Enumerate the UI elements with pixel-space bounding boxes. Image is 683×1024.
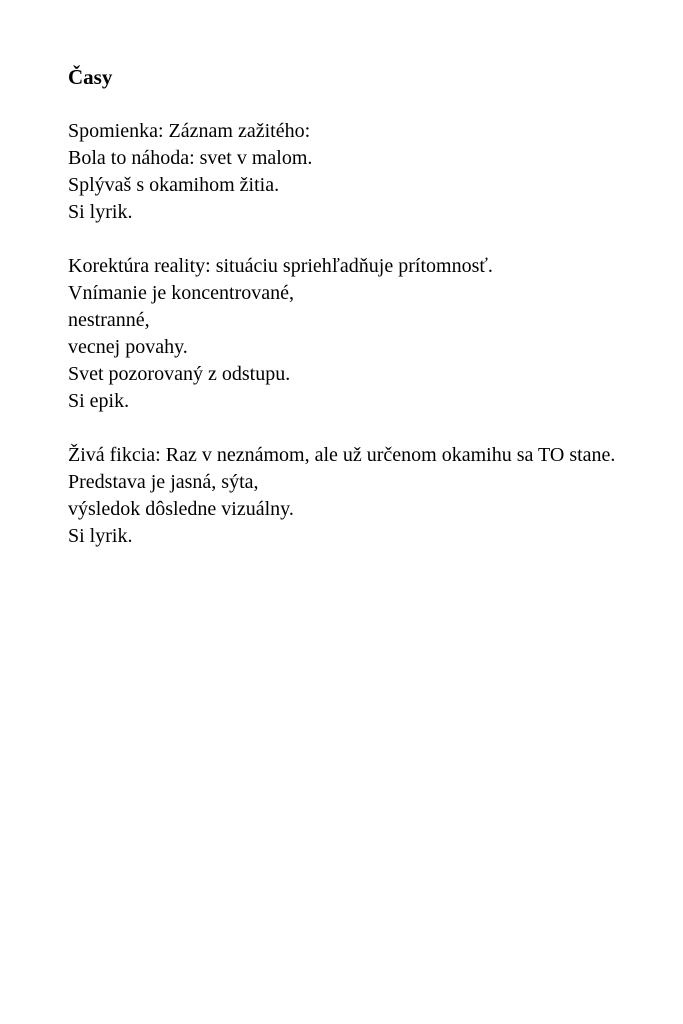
poem-line: Predstava je jasná, sýta, xyxy=(68,471,259,493)
poem-line: Korektúra reality: situáciu spriehľadňuje prítomnosť. xyxy=(68,255,493,277)
poem-title: Časy xyxy=(68,65,113,89)
stanza xyxy=(68,253,665,415)
poem-line: Si epik. xyxy=(68,390,130,412)
poem-line: Si lyrik. xyxy=(68,525,133,547)
poem-line: Spomienka: Záznam zažitého: xyxy=(68,120,311,142)
poem-line: výsledok dôsledne vizuálny. xyxy=(68,498,294,520)
poem-line: Splývaš s okamihom žitia. xyxy=(68,174,280,196)
poem-line: Bola to náhoda: svet v malom. xyxy=(68,147,313,169)
poem-line: vecnej povahy. xyxy=(68,336,188,358)
poem-line: nestranné, xyxy=(68,309,150,331)
poem-line: Si lyrik. xyxy=(68,201,133,223)
poem-line: Svet pozorovaný z odstupu. xyxy=(68,363,291,385)
poem-line: Vnímanie je koncentrované, xyxy=(68,282,295,304)
poem-line: Živá fikcia: Raz v neznámom, ale už určenom okamihu sa TO stane. xyxy=(68,444,616,466)
stanza xyxy=(68,442,665,550)
poem-body xyxy=(68,118,665,550)
stanza xyxy=(68,118,665,226)
